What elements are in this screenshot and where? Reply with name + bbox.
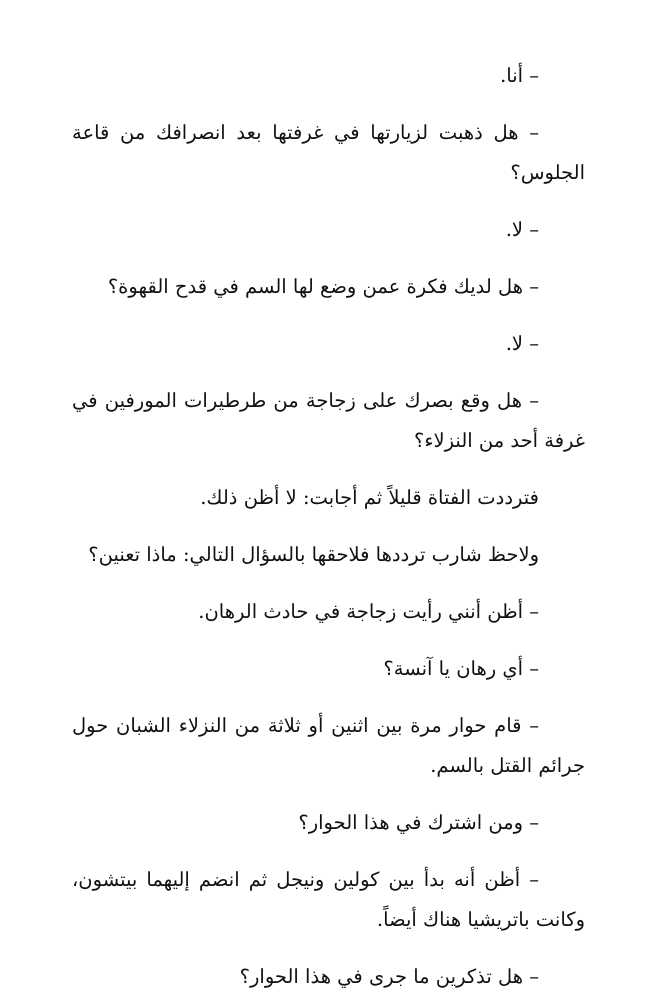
paragraph-1: – أنا. <box>500 64 539 87</box>
paragraph-13: – أظن أنه بدأ بين كولين ونيجل ثم انضم إليهما بيتشون، وكانت باتريشيا هناك أيضاً. <box>72 868 585 931</box>
paragraph-14: – هل تذكرين ما جرى في هذا الحوار؟ <box>239 965 539 988</box>
paragraph-3: – لا. <box>505 218 539 241</box>
paragraph-11: – قام حوار مرة بين اثنين أو ثلاثة من النزلاء الشبان حول جرائم القتل بالسم. <box>72 714 585 777</box>
paragraph-10: – أي رهان يا آنسة؟ <box>383 657 539 680</box>
paragraph-9: – أظن أنني رأيت زجاجة في حادث الرهان. <box>198 600 539 623</box>
paragraph-12: – ومن اشترك في هذا الحوار؟ <box>298 811 539 834</box>
paragraph-2: – هل ذهبت لزيارتها في غرفتها بعد انصرافك من قاعة الجلوس؟ <box>72 121 585 184</box>
paragraph-8: ولاحظ شارب ترددها فلاحقها بالسؤال التالي: ماذا تعنين؟ <box>88 543 539 566</box>
paragraph-5: – لا. <box>505 332 539 355</box>
paragraph-6: – هل وقع بصرك على زجاجة من طرطيرات المورفين في غرفة أحد من النزلاء؟ <box>72 389 585 452</box>
paragraph-7: فترددت الفتاة قليلاً ثم أجابت: لا أظن ذلك. <box>200 486 539 509</box>
paragraph-4: – هل لديك فكرة عمن وضع لها السم في قدح القهوة؟ <box>107 275 539 298</box>
